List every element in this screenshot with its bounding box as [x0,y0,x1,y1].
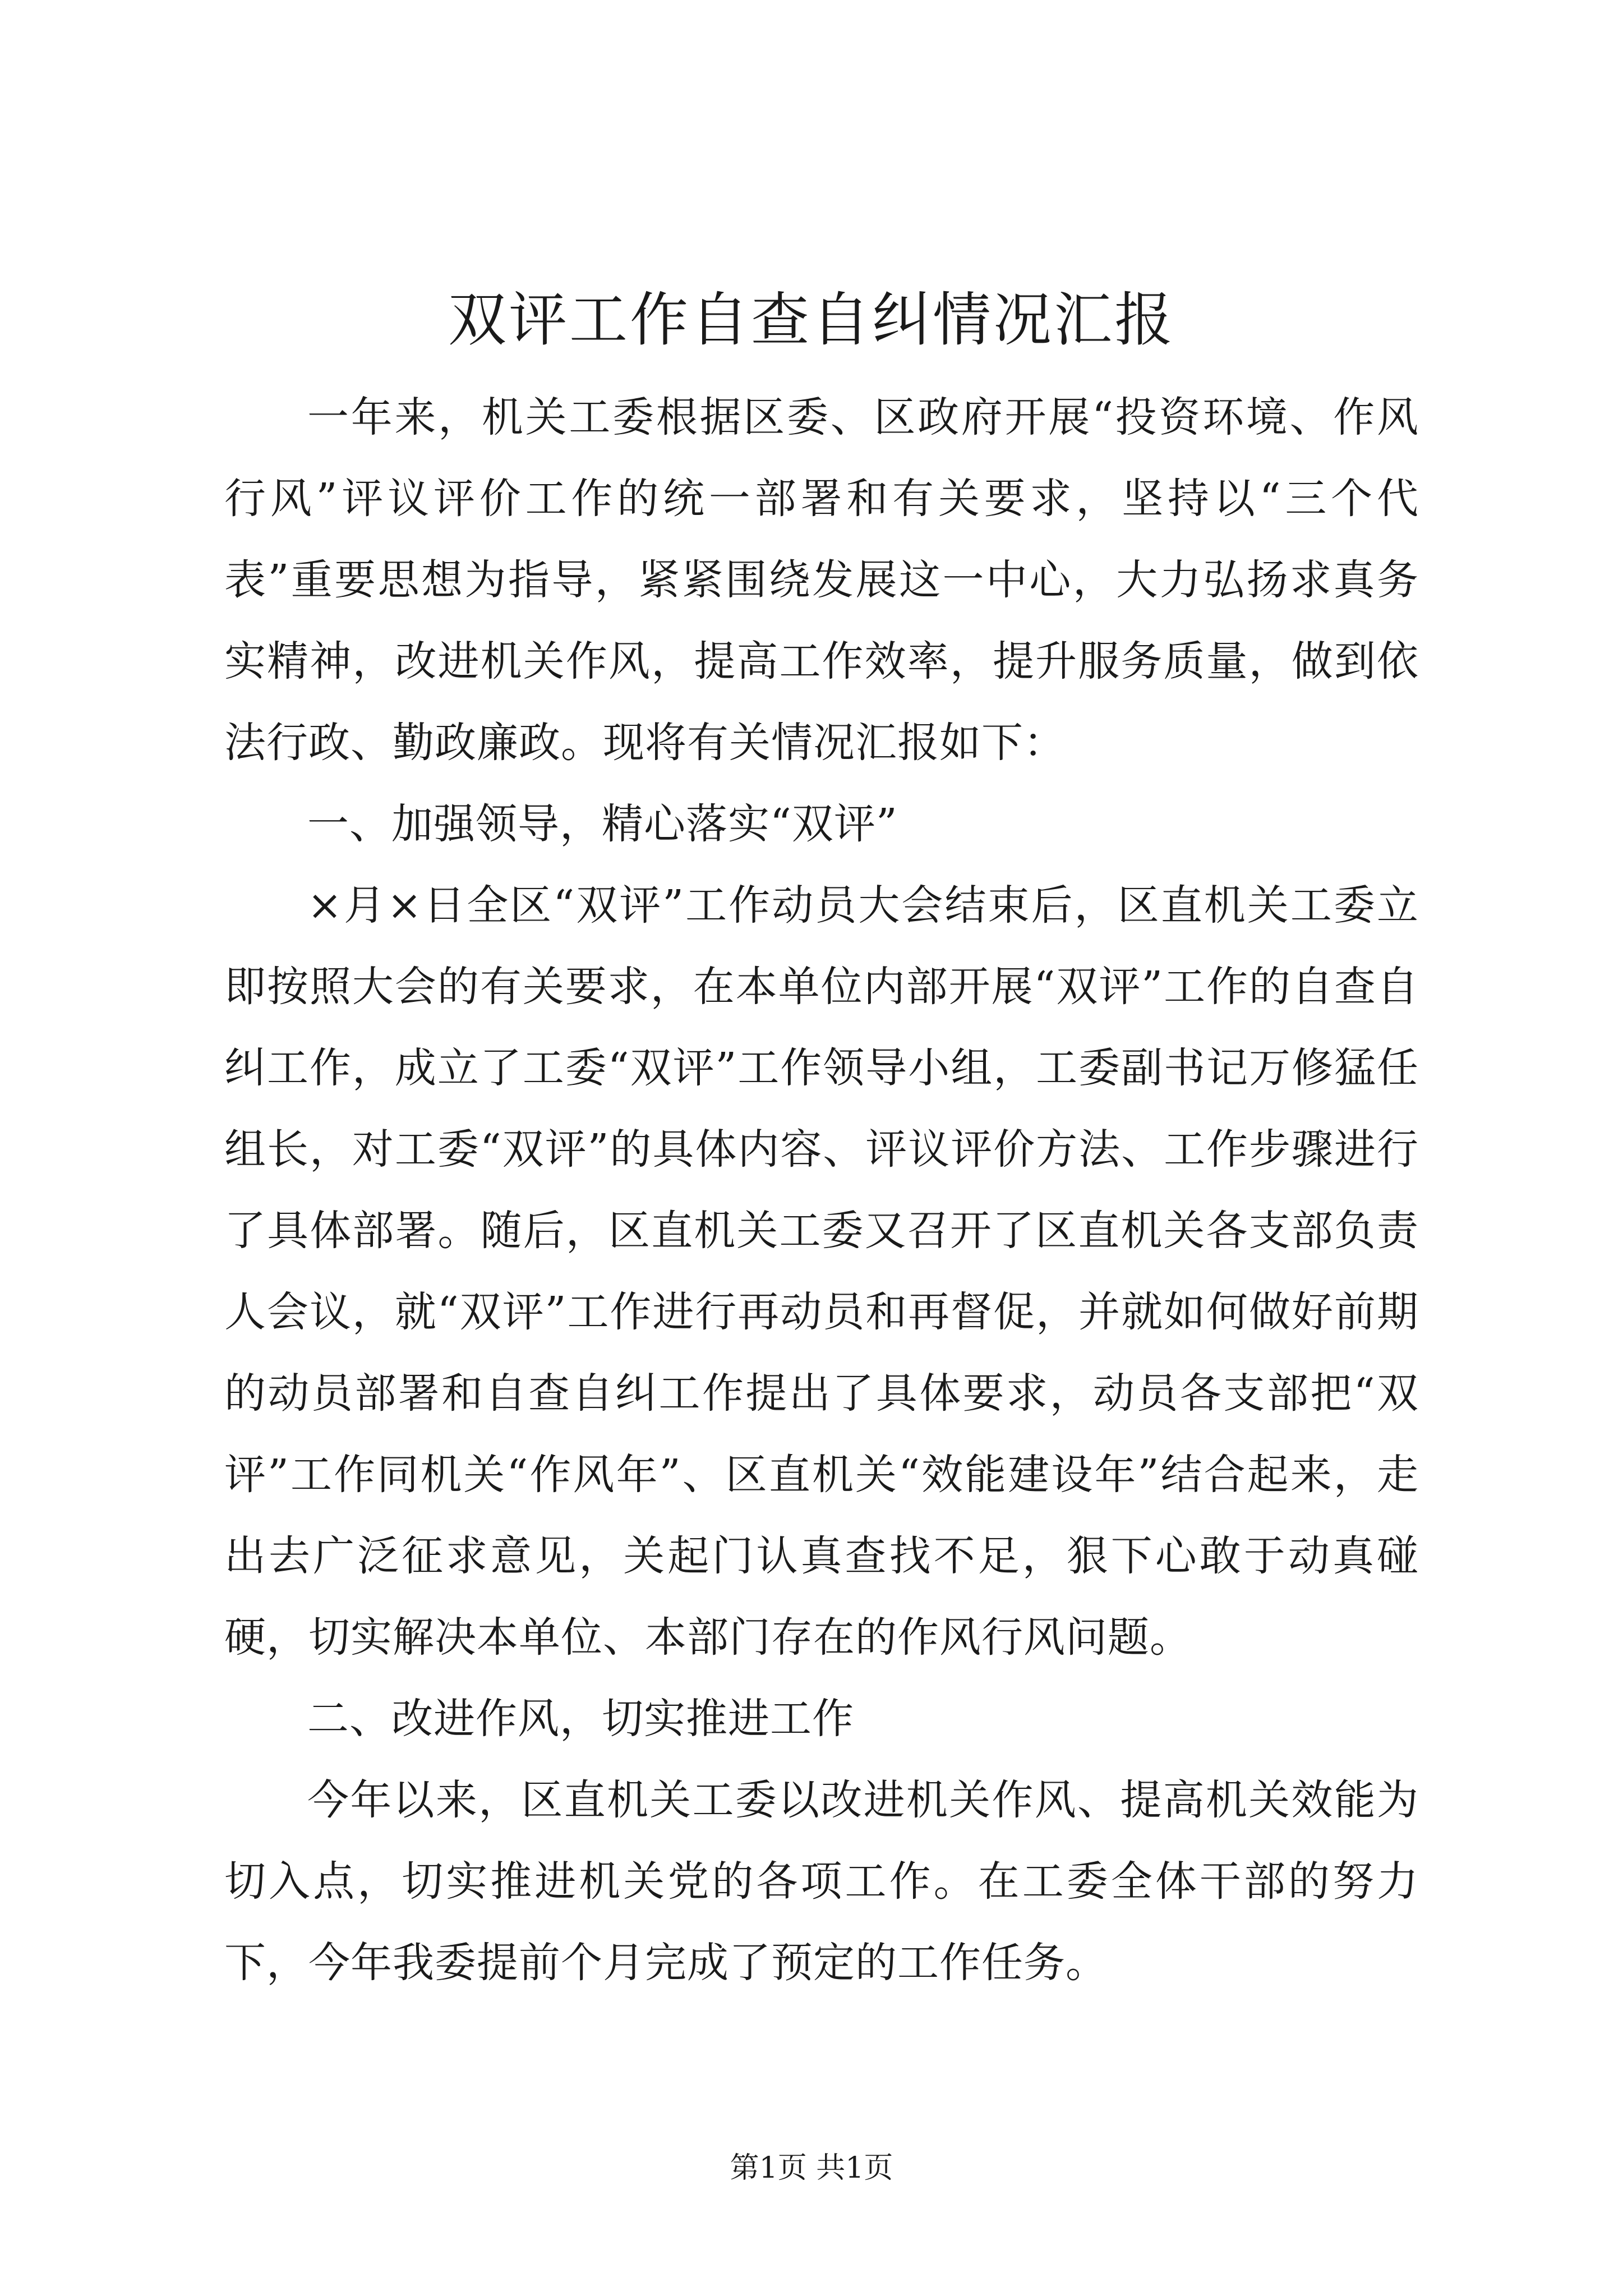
intro-paragraph: 一年来，机关工委根据区委、区政府开展“投资环境、作风行风”评议评价工作的统一部署和有关要求，坚持以“三个代表”重要思想为指导，紧紧围绕发展这一中心，大力弘扬求真务实精神，改进机关作风，提高工作效率，提升服务质量，做到依法行政、勤政廉政。现将有关情况汇报如下： [224,393,1419,767]
section-heading-1: 一、加强领导，精心落实“双评” [307,800,898,848]
section-1-paragraph: ×月×日全区“双评”工作动员大会结束后，区直机关工委立即按照大会的有关要求，在本单位内部开展“双评”工作的自查自纠工作，成立了工委“双评”工作领导小组，工委副书记万修猛任组长，对工委“双评”的具体内容、评议评价方法、工作步骤进行了具体部署。随后，区直机关工委又召开了区直机关各支部负责人会议，就“双评”工作进行再动员和再督促，并就如何做好前期的动员部署和自查自纠工作提出了具体要求，动员各支部把“双评”工作同机关“作风年”、区直机关“效能建设年”结合起来，走出去广泛征求意见，关起门认真查找不足，狠下心敢于动真碰硬，切实解决本单位、本部门存在的作风行风问题。 [224,881,1419,1662]
page-footer: 第1页 共1页 [730,2151,893,2185]
section-heading-2: 二、改进作风，切实推进工作 [307,1695,854,1743]
document-title: 双评工作自查自纠情况汇报 [448,286,1175,354]
document-body [224,377,1419,2004]
section-2-paragraph: 今年以来，区直机关工委以改进机关作风、提高机关效能为切入点，切实推进机关党的各项工作。在工委全体干部的努力下，今年我委提前个月完成了预定的工作任务。 [224,1776,1419,1987]
